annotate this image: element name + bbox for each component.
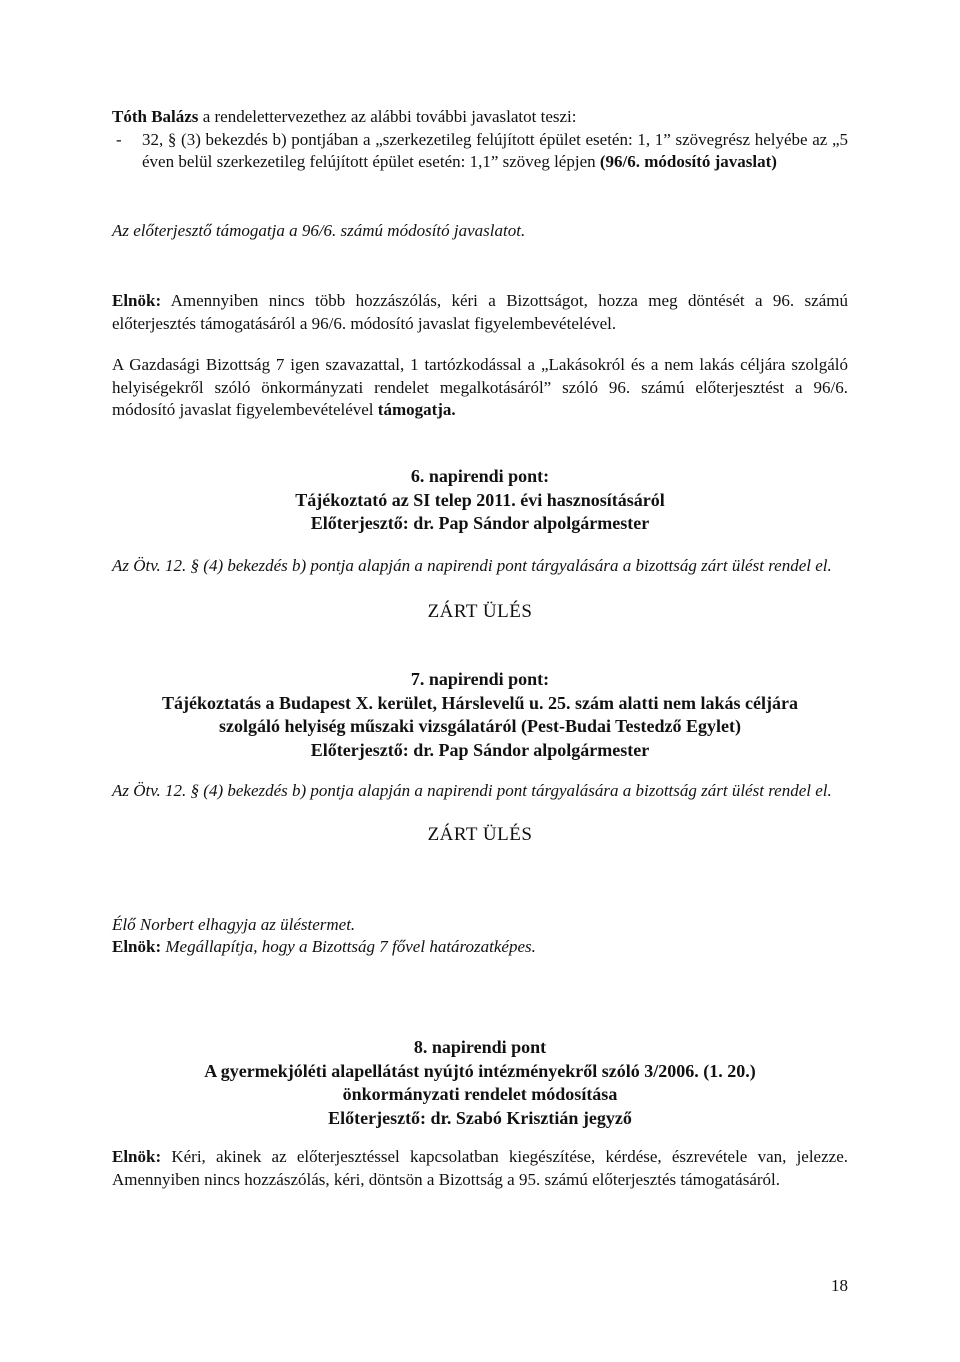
- committee-decision: [112, 354, 848, 422]
- proposal-item-ref: (96/6. módosító javaslat): [599, 152, 777, 171]
- agenda-7-number: 7. napirendi pont:: [410, 669, 550, 689]
- chair-label: Elnök:: [112, 937, 162, 956]
- proposal-paragraph: [112, 106, 848, 174]
- page-number: 18: [831, 1276, 848, 1295]
- agenda-8-title-line2: önkormányzati rendelet módosítása: [342, 1084, 618, 1104]
- member-leaves-note: Élő Norbert elhagyja az üléstermet.: [112, 915, 356, 934]
- proposal-intro: a rendelettervezethez az alábbi további javaslatot teszi:: [198, 107, 577, 126]
- agenda-6-number: 6. napirendi pont:: [410, 466, 550, 486]
- closed-session-heading-2: ZÁRT ÜLÉS: [427, 824, 533, 845]
- chair-text: Amennyiben nincs több hozzászólás, kéri a Bizottságot, hozza meg döntését a 96. számú előterjesztés támogatásáról a 96/6. módosító javaslat figyelembevételével.: [112, 291, 848, 333]
- agenda-8-title-line1: A gyermekjóléti alapellátást nyújtó intézményekről szóló 3/2006. (1. 20.): [204, 1060, 756, 1081]
- speaker-name: Tóth Balázs: [112, 107, 199, 126]
- otv-closed-session-note-2: Az Ötv. 12. § (4) bekezdés b) pontja alapján a napirendi pont tárgyalására a bizottság zárt ülést rendel el.: [112, 781, 832, 800]
- list-dash: -: [116, 129, 122, 149]
- decision-verdict: támogatja.: [377, 400, 456, 419]
- agenda-8-presenter: Előterjesztő: dr. Szabó Krisztián jegyző: [328, 1107, 632, 1128]
- otv-closed-session-note-1: Az Ötv. 12. § (4) bekezdés b) pontja alapján a napirendi pont tárgyalására a bizottság zárt ülést rendel el.: [112, 556, 832, 575]
- chair-label: Elnök:: [112, 291, 162, 310]
- closed-session-heading-1: ZÁRT ÜLÉS: [427, 601, 533, 622]
- chair-label: Elnök:: [112, 1147, 162, 1166]
- chair-statement-2: [112, 1146, 848, 1191]
- chair-statement-1: [112, 290, 848, 335]
- chair-text: Kéri, akinek az előterjesztéssel kapcsolatban kiegészítése, kérdése, észrevétele van, jelezze. Amennyiben nincs hozzászólás, kéri, döntsön a Bizottság a 95. számú előterjesztés támogatásáról.: [112, 1147, 848, 1189]
- proposal-item: [112, 129, 848, 174]
- agenda-7-title-line1: Tájékoztatás a Budapest X. kerület, Hárslevelű u. 25. szám alatti nem lakás céljára: [162, 692, 798, 713]
- agenda-item-8: [112, 1036, 848, 1130]
- agenda-7-title-line2: szolgáló helyiség műszaki vizsgálatáról (Pest-Budai Testedző Egylet): [219, 716, 741, 736]
- agenda-8-number: 8. napirendi pont: [413, 1037, 547, 1057]
- agenda-item-7: [112, 668, 848, 762]
- agenda-6-title: Tájékoztató az SI telep 2011. évi hasznosításáról: [295, 489, 665, 510]
- presenter-support-note: Az előterjesztő támogatja a 96/6. számú módosító javaslatot.: [112, 221, 526, 240]
- quorum-statement: [112, 936, 848, 959]
- decision-text: A Gazdasági Bizottság 7 igen szavazattal, 1 tartózkodással a „Lakásokról és a nem lakás céljára szolgáló helyiségekről szóló önkormányzati rendelet megalkotásáról” szóló 96. számú előterjesztést a 96/6. módosító javaslat figyelembevételével: [112, 355, 848, 419]
- agenda-7-presenter: Előterjesztő: dr. Pap Sándor alpolgármester: [310, 739, 650, 760]
- quorum-text: Megállapítja, hogy a Bizottság 7 fővel határozatképes.: [161, 937, 536, 956]
- agenda-item-6: [112, 465, 848, 536]
- proposal-item-text: 32, § (3) bekezdés b) pontjában a „szerkezetileg felújított épület esetén: 1, 1” szövegrész helyébe az „5 éven belül szerkezetileg felújított épület esetén: 1,1” szöveg lépjen: [142, 129, 848, 171]
- agenda-6-presenter: Előterjesztő: dr. Pap Sándor alpolgármester: [310, 513, 650, 533]
